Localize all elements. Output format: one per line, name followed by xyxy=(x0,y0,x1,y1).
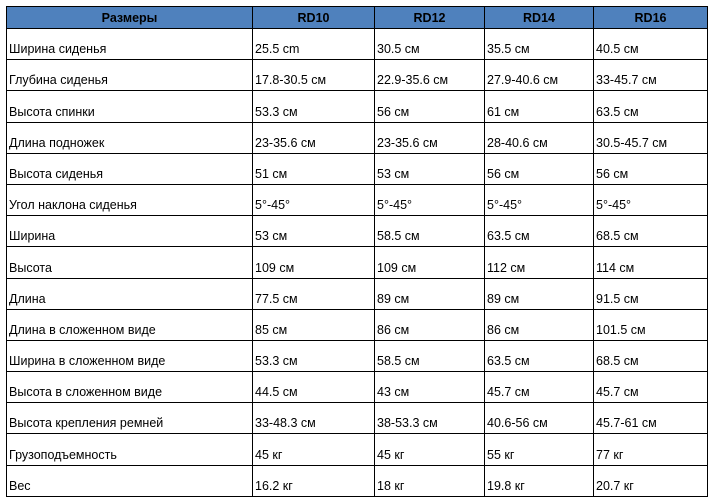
cell-rd14: 40.6-56 см xyxy=(485,403,594,434)
table-row xyxy=(7,60,708,91)
header-rd12: RD12 xyxy=(375,7,485,29)
cell-rd16: 45.7-61 см xyxy=(594,403,708,434)
table-header-row xyxy=(7,7,708,29)
cell-rd16: 40.5 см xyxy=(594,29,708,60)
cell-rd12: 58.5 см xyxy=(375,340,485,371)
cell-rd14: 112 см xyxy=(485,247,594,278)
cell-rd16: 63.5 см xyxy=(594,91,708,122)
cell-rd12: 56 см xyxy=(375,91,485,122)
row-label: Высота крепления ремней xyxy=(7,403,253,434)
header-dimensions: Размеры xyxy=(7,7,253,29)
cell-rd14: 56 см xyxy=(485,153,594,184)
cell-rd10: 53.3 см xyxy=(253,340,375,371)
cell-rd10: 5°-45° xyxy=(253,184,375,215)
table-row xyxy=(7,91,708,122)
cell-rd10: 51 см xyxy=(253,153,375,184)
cell-rd16: 33-45.7 см xyxy=(594,60,708,91)
header-rd10: RD10 xyxy=(253,7,375,29)
cell-rd16: 114 см xyxy=(594,247,708,278)
cell-rd14: 27.9-40.6 см xyxy=(485,60,594,91)
cell-rd12: 22.9-35.6 см xyxy=(375,60,485,91)
cell-rd14: 5°-45° xyxy=(485,184,594,215)
cell-rd16: 5°-45° xyxy=(594,184,708,215)
table-row xyxy=(7,309,708,340)
cell-rd12: 89 см xyxy=(375,278,485,309)
row-label: Ширина xyxy=(7,216,253,247)
cell-rd10: 33-48.3 см xyxy=(253,403,375,434)
cell-rd16: 101.5 см xyxy=(594,309,708,340)
cell-rd12: 23-35.6 см xyxy=(375,122,485,153)
cell-rd10: 109 см xyxy=(253,247,375,278)
cell-rd14: 86 см xyxy=(485,309,594,340)
cell-rd14: 35.5 см xyxy=(485,29,594,60)
cell-rd10: 85 см xyxy=(253,309,375,340)
cell-rd12: 45 кг xyxy=(375,434,485,465)
cell-rd12: 53 см xyxy=(375,153,485,184)
table-row xyxy=(7,434,708,465)
table-row xyxy=(7,403,708,434)
row-label: Высота спинки xyxy=(7,91,253,122)
header-rd16: RD16 xyxy=(594,7,708,29)
row-label: Длина подножек xyxy=(7,122,253,153)
table-row xyxy=(7,465,708,496)
cell-rd10: 53 см xyxy=(253,216,375,247)
cell-rd10: 45 кг xyxy=(253,434,375,465)
cell-rd10: 23-35.6 см xyxy=(253,122,375,153)
cell-rd14: 45.7 см xyxy=(485,372,594,403)
cell-rd10: 53.3 см xyxy=(253,91,375,122)
cell-rd10: 77.5 см xyxy=(253,278,375,309)
cell-rd14: 63.5 см xyxy=(485,216,594,247)
specifications-table xyxy=(6,6,708,497)
cell-rd10: 44.5 см xyxy=(253,372,375,403)
cell-rd14: 63.5 см xyxy=(485,340,594,371)
cell-rd14: 61 см xyxy=(485,91,594,122)
cell-rd12: 43 см xyxy=(375,372,485,403)
table-row xyxy=(7,122,708,153)
row-label: Длина в сложенном виде xyxy=(7,309,253,340)
row-label: Глубина сиденья xyxy=(7,60,253,91)
cell-rd14: 89 см xyxy=(485,278,594,309)
row-label: Ширина в сложенном виде xyxy=(7,340,253,371)
cell-rd12: 38-53.3 см xyxy=(375,403,485,434)
cell-rd14: 19.8 кг xyxy=(485,465,594,496)
table-row xyxy=(7,184,708,215)
header-rd14: RD14 xyxy=(485,7,594,29)
cell-rd10: 25.5 cm xyxy=(253,29,375,60)
cell-rd10: 17.8-30.5 см xyxy=(253,60,375,91)
cell-rd16: 56 см xyxy=(594,153,708,184)
cell-rd14: 55 кг xyxy=(485,434,594,465)
table-row xyxy=(7,278,708,309)
table-row xyxy=(7,372,708,403)
row-label: Вес xyxy=(7,465,253,496)
cell-rd12: 109 см xyxy=(375,247,485,278)
cell-rd16: 68.5 см xyxy=(594,216,708,247)
row-label: Высота xyxy=(7,247,253,278)
table-row xyxy=(7,29,708,60)
table-row xyxy=(7,247,708,278)
cell-rd16: 77 кг xyxy=(594,434,708,465)
row-label: Высота в сложенном виде xyxy=(7,372,253,403)
cell-rd16: 45.7 см xyxy=(594,372,708,403)
cell-rd16: 20.7 кг xyxy=(594,465,708,496)
table-row xyxy=(7,153,708,184)
cell-rd16: 68.5 см xyxy=(594,340,708,371)
cell-rd12: 30.5 см xyxy=(375,29,485,60)
table-row xyxy=(7,340,708,371)
table-row xyxy=(7,216,708,247)
cell-rd12: 5°-45° xyxy=(375,184,485,215)
cell-rd16: 30.5-45.7 см xyxy=(594,122,708,153)
row-label: Ширина сиденья xyxy=(7,29,253,60)
cell-rd12: 86 см xyxy=(375,309,485,340)
row-label: Высота сиденья xyxy=(7,153,253,184)
cell-rd14: 28-40.6 см xyxy=(485,122,594,153)
row-label: Угол наклона сиденья xyxy=(7,184,253,215)
cell-rd12: 18 кг xyxy=(375,465,485,496)
cell-rd16: 91.5 см xyxy=(594,278,708,309)
row-label: Длина xyxy=(7,278,253,309)
cell-rd12: 58.5 см xyxy=(375,216,485,247)
cell-rd10: 16.2 кг xyxy=(253,465,375,496)
row-label: Грузоподъемность xyxy=(7,434,253,465)
